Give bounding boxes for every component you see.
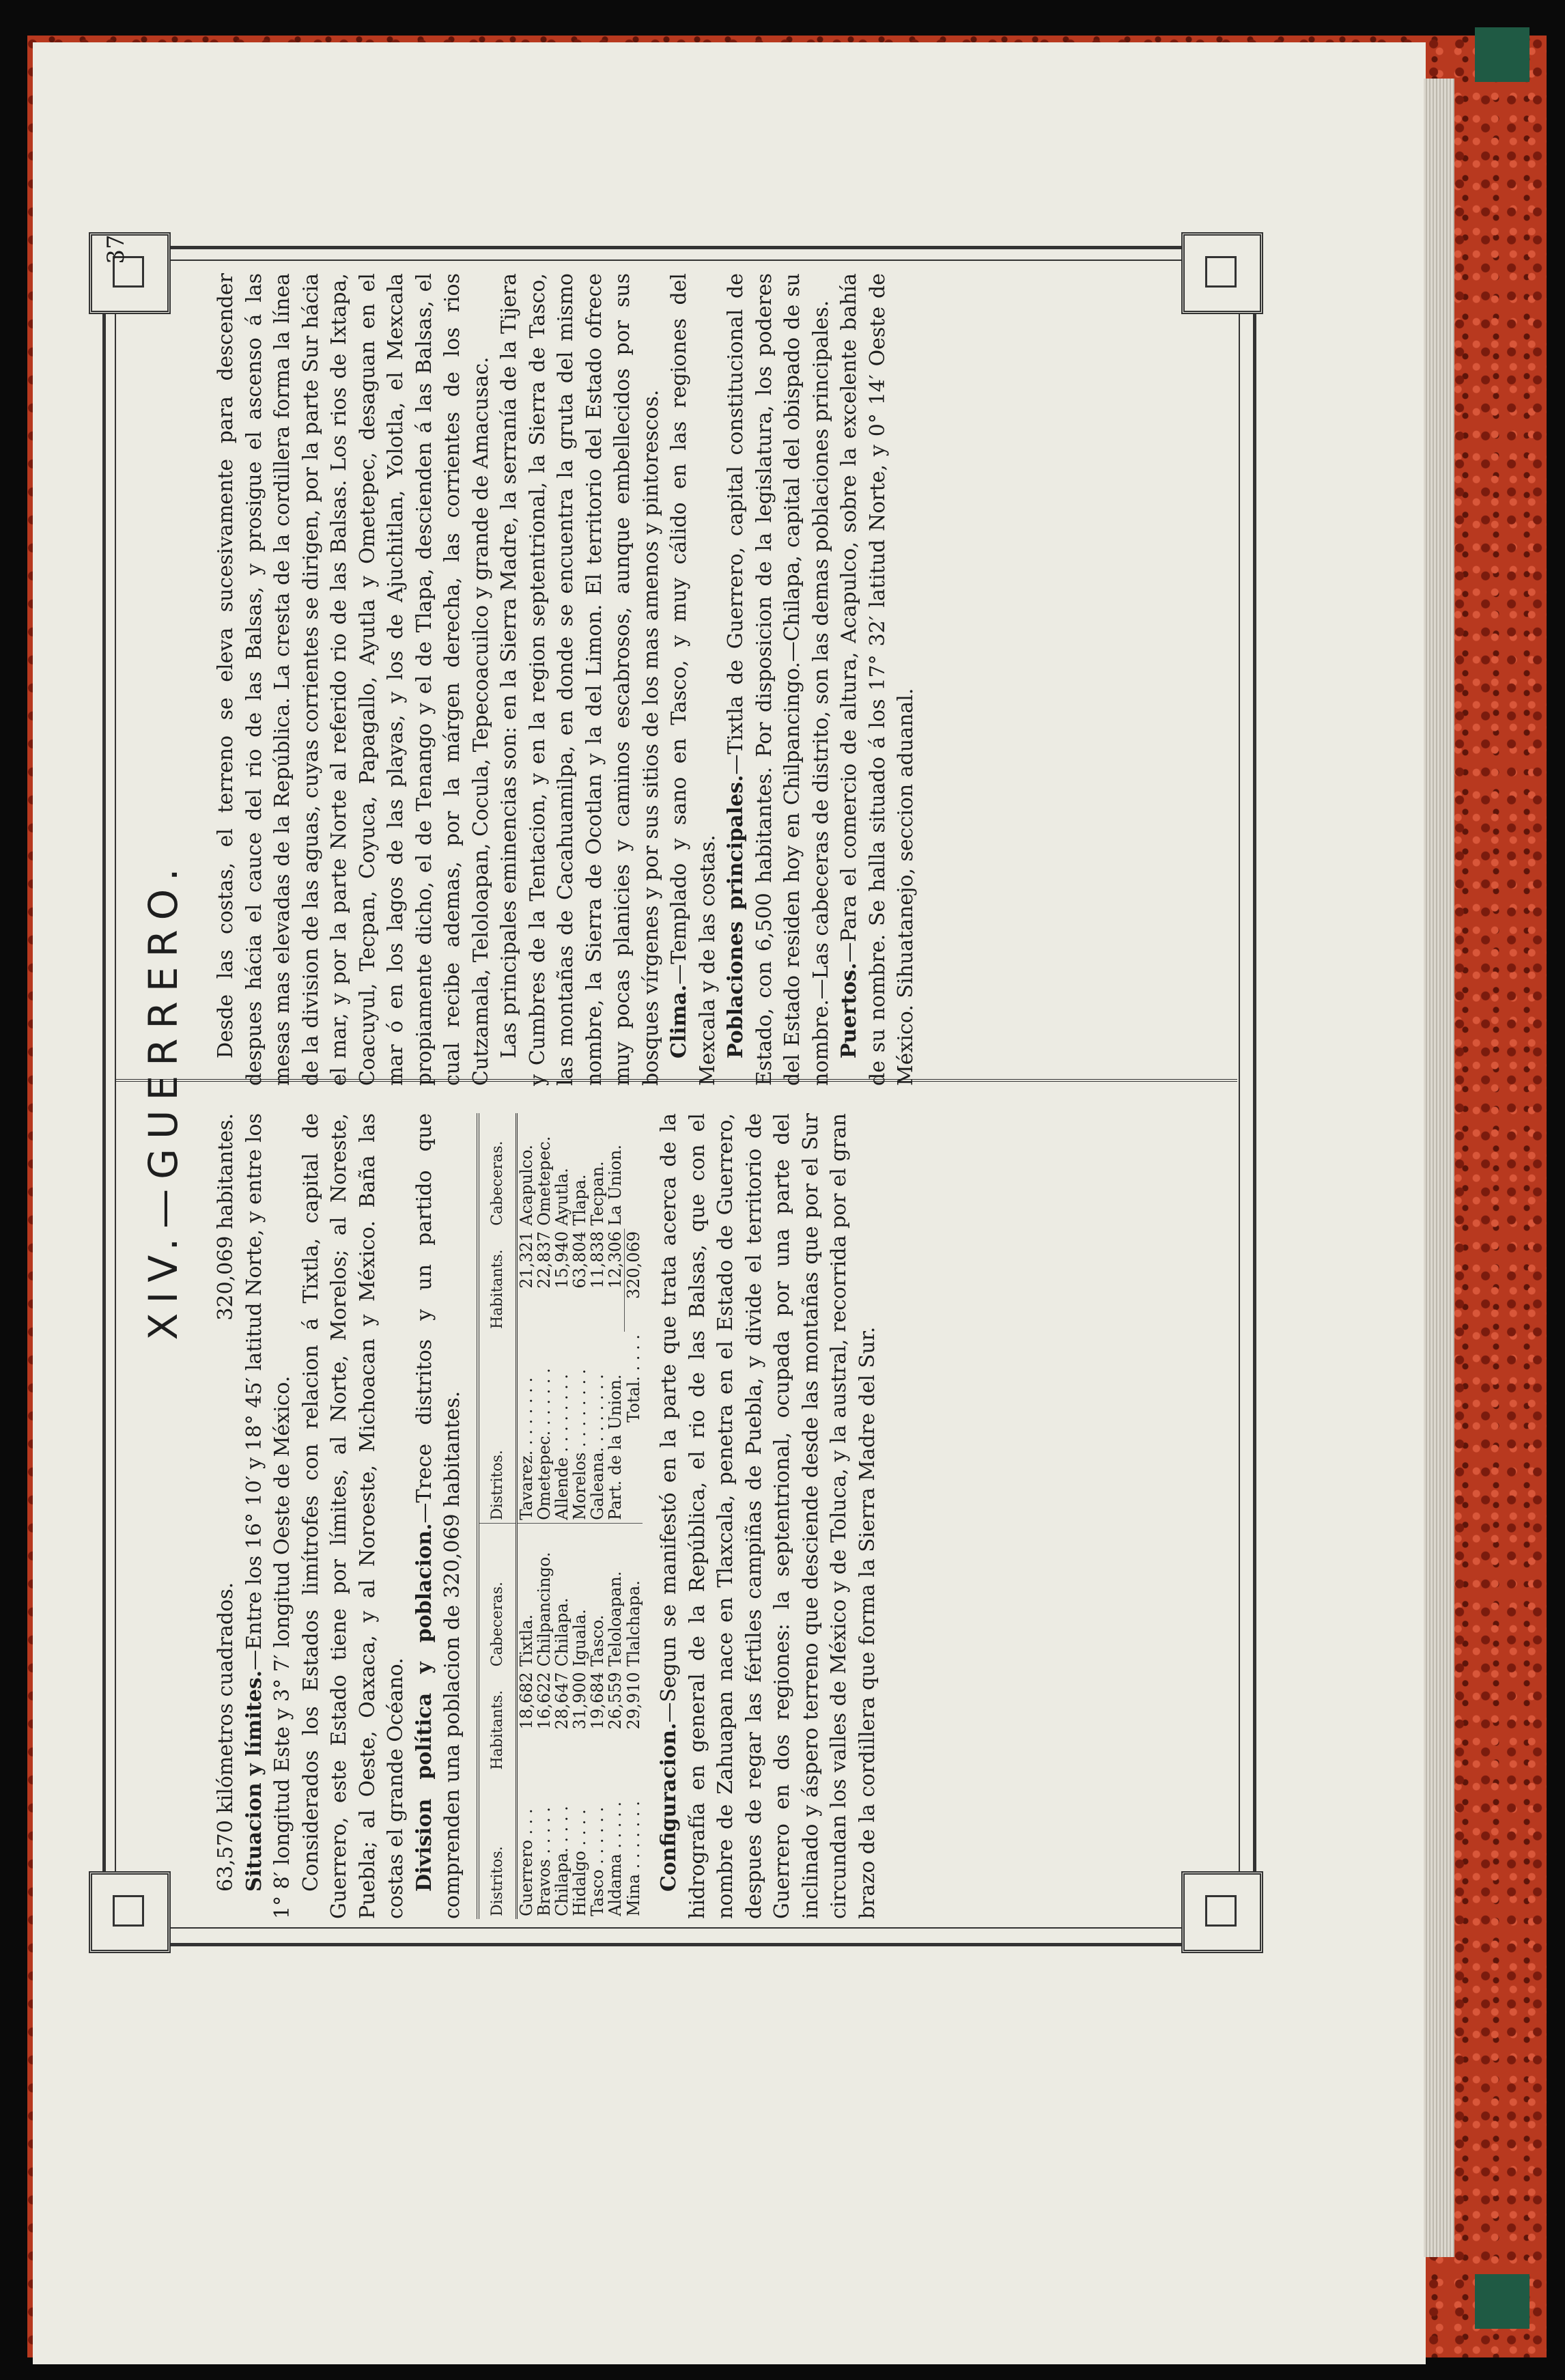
table-cell: La Union. [606,1145,625,1226]
table-row [606,1113,625,1919]
table-cell: Tasco . . . . . . [588,1806,607,1916]
table-cell: Chilapa. [552,1597,572,1667]
table-cell: 29,910 [623,1672,643,1730]
table-header: Habitants. [478,1229,517,1332]
cover-corner-top [1475,27,1529,82]
table-cell: 16,622 [535,1672,554,1730]
table-cell: 63,804 [570,1231,589,1289]
left-column [212,1113,882,1919]
table-cell: Tlapa. [570,1174,589,1226]
table-cell: Teloloapan. [606,1571,625,1667]
table-cell: 18,682 [517,1672,536,1730]
table-cell: 31,900 [570,1672,589,1730]
table-cell [625,1113,643,1229]
rotated-page-content [102,234,1215,1919]
table-cell: Aldama . . . . . [606,1801,625,1916]
paragraph-division: Division política y poblacion.—Trece distritos y un partido que comprenden una poblacion de 320,069 habitantes. [412,1113,464,1919]
table-cell: 11,838 [588,1231,607,1289]
table-cell: Part. de la Union. [606,1332,625,1523]
table-cell: Allende . . . . . . . . [553,1332,571,1523]
table-header: Cabeceras. [478,1113,517,1229]
table-cell: Hidalgo . . . . [570,1809,589,1916]
table-cell: 19,684 [588,1672,607,1730]
table-cell: Iguala. [570,1609,589,1667]
paragraph-configuracion: Configuracion.—Segun se manifestó en la parte que trata acerca de la hidrografía en general de la República, el rio de las Balsas, que con el nombre de Zahuapan nace en Tlaxcala, penetra en el Estado de Guerrero, despues de regar las fértiles campiñas de Puebla, y divide el territorio de Guerrero en dos regiones: la septentrional, ocupada por una parte del inclinado y áspero terreno que desciende desde las montañas que por el Sur circundan los valles de México y de Toluca, y la austral, recorrida por el gran brazo de la cordillera que forma la Sierra Madre del Sur. [657,1113,879,1919]
paragraph-puertos: Puertos.—Para el comercio de altura, Acapulco, sobre la excelente bahía de su nombre. Se halla situado á los 17° 32′ latitud Norte, y 0° 14′ Oeste de México. Sihuatanejo, seccion aduanal. [837,273,918,1086]
table-row [535,1113,553,1919]
table-cell: 26,559 [606,1672,625,1730]
area-population-line [212,1113,240,1919]
table-cell: Ometepec. [535,1136,554,1226]
paragraph-clima: Clima.—Templado y sano en Tasco, y muy cálido en las regiones del Mexcala y de las costas. [667,273,720,1086]
table-total-label: Total. . . . . [625,1332,643,1523]
table-row [625,1113,643,1919]
table-header-row [478,1113,517,1919]
table-cell: 22,837 [535,1231,554,1289]
table-row [571,1113,589,1919]
table-cell: Tasco. [588,1614,607,1667]
table-cell: Tavarez. . . . . . . . [517,1332,536,1523]
table-header: Habitants. [478,1669,517,1772]
table-cell: Morelos . . . . . . . . [571,1332,589,1523]
table-cell: Mina . . . . . . . [623,1801,643,1916]
right-column [212,273,920,1086]
paragraph-eminencias: Las principales eminencias son: en la Sierra Madre, la serranía de la Tijera y Cumbres de la Tentacion, y en la region septentrional, la Sierra de Tasco, las montañas de Cacahuamilpa, en donde se encuentra la gruta del mismo nombre, la Sierra de Ocotlan y la del Limon. El territorio del Estado ofrece muy pocas planicies y caminos escabrosos, aunque embellecidos por sus bosques vírgenes y por sus sitios de los mas amenos y pintorescos. [497,273,663,1086]
table-cell: Guerrero . . . [517,1808,536,1916]
page-number: 37 [102,234,130,264]
table-row [517,1113,536,1919]
table-total-value: 320,069 [625,1229,643,1332]
table-row [553,1113,571,1919]
table-cell: Ometepec. . . . . . . [535,1332,553,1523]
table-cell: 15,940 [552,1231,572,1289]
heading-poblaciones: Poblaciones principales. [724,774,748,1059]
heading-division: Division política y poblacion. [412,1523,436,1892]
table-cell: Acapulco. [517,1145,536,1226]
table-cell: Ayutla. [552,1168,572,1226]
table-cell: Chilpancingo. [535,1552,554,1667]
table-cell: Chilapa. . . . . [552,1806,572,1916]
table-header: Cabeceras. [478,1523,517,1669]
table-cell: Galeana. . . . . . . . [589,1332,606,1523]
cover-corner-bottom [1475,2274,1529,2329]
table-header: Distritos. [478,1332,517,1523]
table-cell: Tixtla. [517,1614,536,1667]
heading-situacion: Situacion y límites. [242,1670,266,1892]
table-cell: Tlalchapa. [623,1580,643,1667]
table-cell: Tecpan. [588,1161,607,1226]
paragraph-considerados: Considerados los Estados limítrofes con relacion á Tixtla, capital de Guerrero, este Estado tiene por límites, al Norte, Morelos; al Noreste, Puebla; al Oeste, Oaxaca, y al Noroeste, Michoacan y México. Baña las costas el grande Océano. [298,1113,408,1919]
page-edges [1424,79,1454,2257]
table-row [589,1113,606,1919]
table-cell: 12,306 [606,1231,625,1289]
table-cell: 28,647 [552,1672,572,1730]
chapter-title: XIV.—GUERRERO. [140,858,186,1341]
population-text: 320,069 habitantes. [214,1113,238,1321]
table-cell: 21,321 [517,1231,536,1289]
districts-table [477,1113,643,1919]
area-text: 63,570 kilómetros cuadrados. [214,1582,238,1892]
heading-configuracion: Configuracion. [657,1722,681,1892]
table-cell: Bravos . . . . . [535,1806,554,1916]
paragraph-situacion: Situacion y límites.—Entre los 16° 10′ y 18° 45′ latitud Norte, y entre los 1° 8′ longitud Este y 3° 7′ longitud Oeste de México. [242,1113,294,1919]
table-header: Distritos. [478,1773,517,1919]
heading-clima: Clima. [667,984,691,1059]
heading-puertos: Puertos. [837,962,861,1059]
paragraph-desde: Desde las costas, el terreno se eleva sucesivamente para descender despues hácia el cauce del rio de las Balsas, y prosigue el ascenso á las mesas mas elevadas de la República. La cresta de la cordillera forma la línea de la division de las aguas, cuyas corrientes se dirigen, por la parte Sur hácia el mar, y por la parte Norte al referido rio de las Balsas. Los rios de Ixtapa, Coacuyul, Tecpan, Coyuca, Papagallo, Ayutla y Ometepec, desaguan en el mar ó en los lagos de las playas, y los de Ajuchitlan, Yolotla, el Mexcala propiamente dicho, el de Tenango y el de Tlapa, descienden á las Balsas, el cual recibe ademas, por la márgen derecha, las corrientes de los rios Cutzamala, Teloloapan, Cocula, Tepecoacuilco y grande de Amacusac. [214,273,493,1086]
paragraph-poblaciones: Poblaciones principales.—Tixtla de Guerrero, capital constitucional de Estado, con 6,500 habitantes. Por disposicion de la legislatura, los poderes del Estado residen hoy en Chilpancingo.—Chilapa, capital del obispado de su nombre.—Las cabeceras de distrito, son las demas poblaciones principales. [724,273,833,1086]
